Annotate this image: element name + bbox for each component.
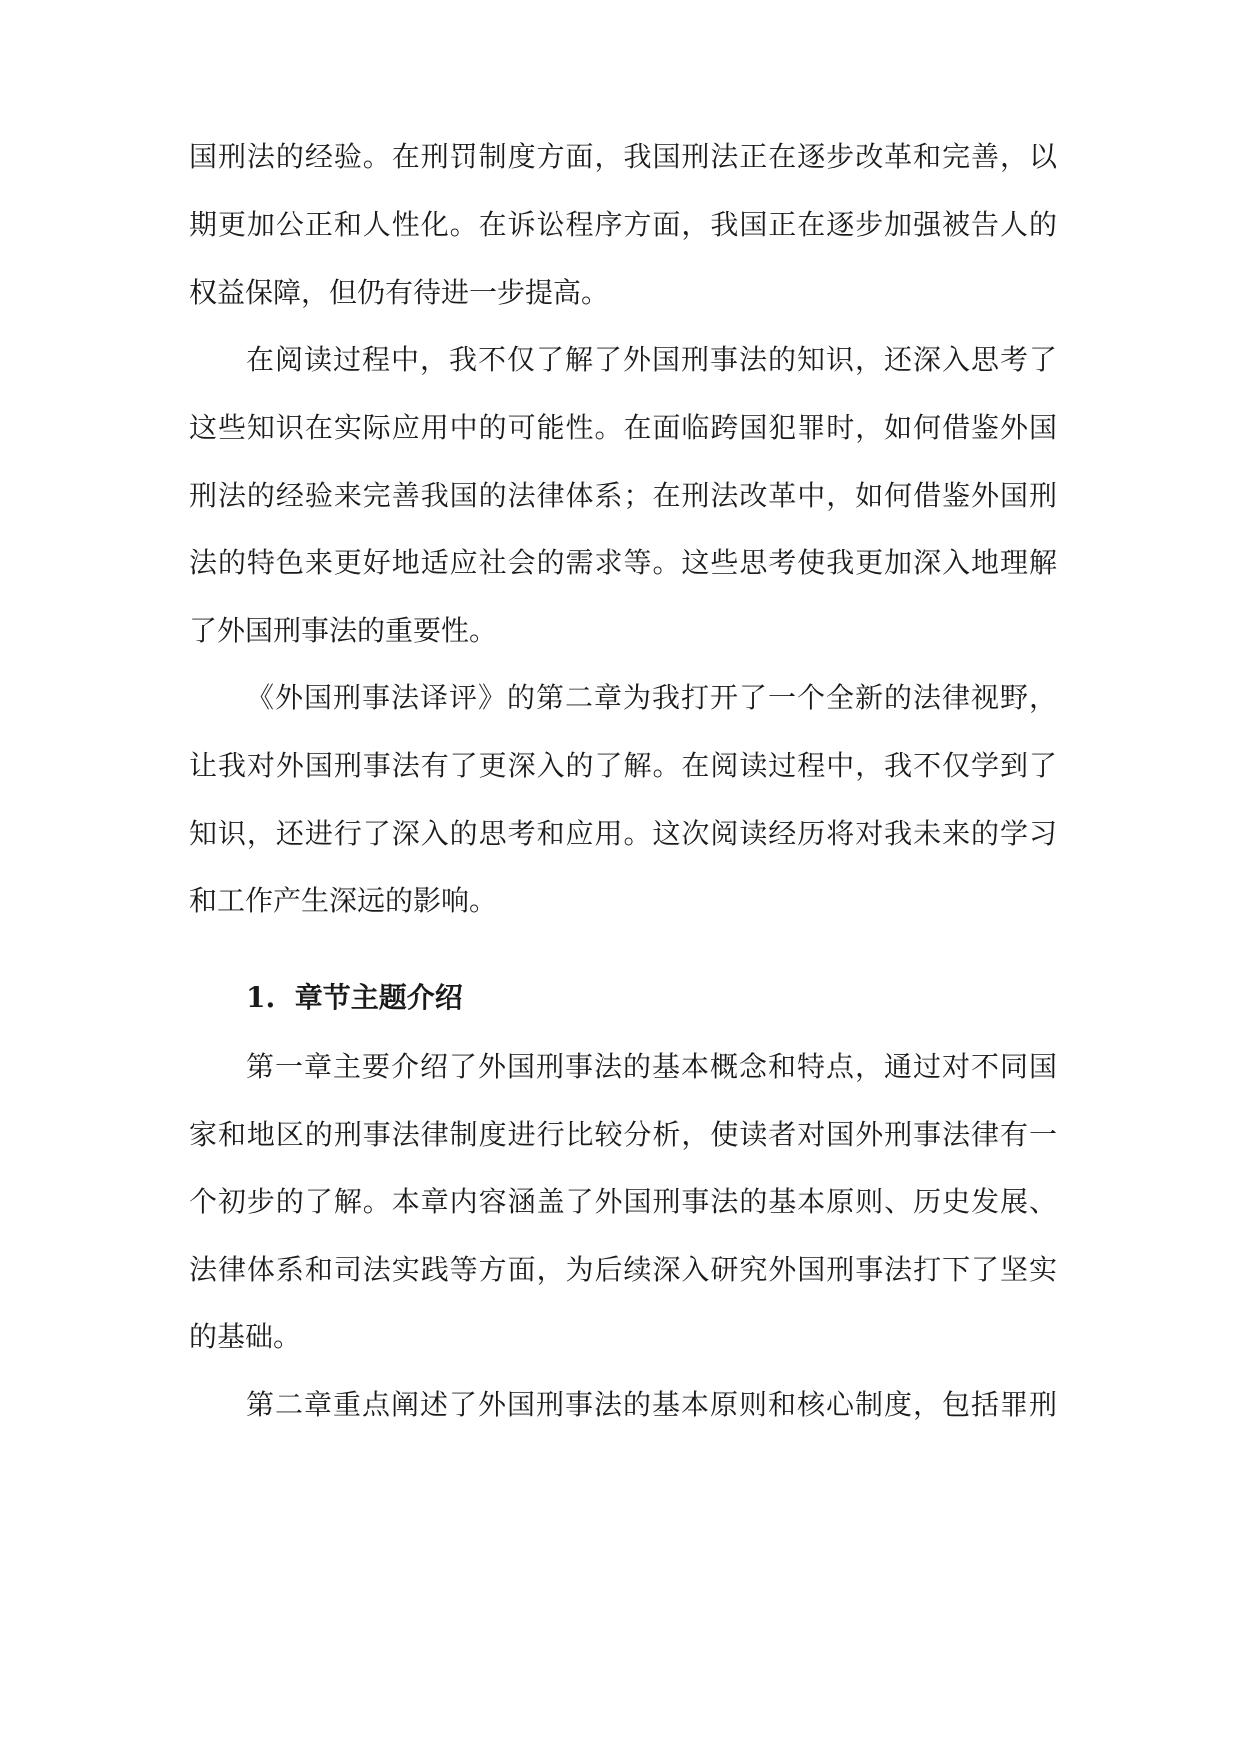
paragraph-4-line-3: 个初步的了解。本章内容涵盖了外国刑事法的基本原则、历史发展、: [189, 1185, 1057, 1218]
paragraph-1-line-3: 权益保障，但仍有待进一步提高。: [189, 276, 610, 309]
paragraph-2-line-5: 了外国刑事法的重要性。: [189, 614, 498, 647]
paragraph-3-line-2: 让我对外国刑事法有了更深入的了解。在阅读过程中，我不仅学到了: [189, 749, 1057, 782]
paragraph-2-line-3: 刑法的经验来完善我国的法律体系；在刑法改革中，如何借鉴外国刑: [189, 479, 1057, 512]
paragraph-3-line-3: 知识，还进行了深入的思考和应用。这次阅读经历将对我未来的学习: [189, 817, 1057, 850]
paragraph-4-line-2: 家和地区的刑事法律制度进行比较分析，使读者对国外刑事法律有一: [189, 1118, 1057, 1151]
paragraph-4-line-4: 法律体系和司法实践等方面，为后续深入研究外国刑事法打下了坚实: [189, 1253, 1057, 1286]
paragraph-2-line-1: 在阅读过程中，我不仅了解了外国刑事法的知识，还深入思考了: [246, 343, 1057, 376]
section-heading: 1. 章节主题介绍: [246, 981, 463, 1014]
paragraph-2-line-2: 这些知识在实际应用中的可能性。在面临跨国犯罪时，如何借鉴外国: [189, 411, 1057, 444]
paragraph-4-line-1: 第一章主要介绍了外国刑事法的基本概念和特点，通过对不同国: [246, 1050, 1057, 1083]
paragraph-1-line-1: 国刑法的经验。在刑罚制度方面，我国刑法正在逐步改革和完善，以: [189, 140, 1057, 173]
paragraph-2-line-4: 法的特色来更好地适应社会的需求等。这些思考使我更加深入地理解: [189, 546, 1057, 579]
paragraph-3-line-1: 《外国刑事法译评》的第二章为我打开了一个全新的法律视野，: [246, 681, 1057, 714]
paragraph-3-line-4: 和工作产生深远的影响。: [189, 884, 498, 917]
paragraph-1-line-2: 期更加公正和人性化。在诉讼程序方面，我国正在逐步加强被告人的: [189, 208, 1057, 241]
paragraph-5-line-1: 第二章重点阐述了外国刑事法的基本原则和核心制度，包括罪刑: [246, 1388, 1057, 1421]
paragraph-4-line-5: 的基础。: [189, 1320, 302, 1353]
